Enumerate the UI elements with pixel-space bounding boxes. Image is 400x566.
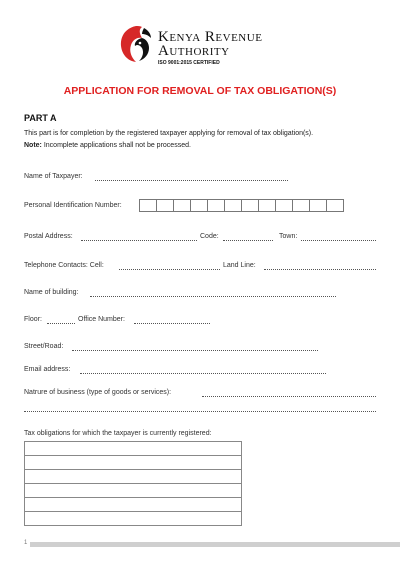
pin-box[interactable] <box>241 199 259 212</box>
office-number-field[interactable] <box>134 323 210 324</box>
part-heading: PART A <box>24 113 57 123</box>
table-cell[interactable] <box>25 470 242 484</box>
building-label: Name of building: <box>24 289 79 296</box>
note-label: Note: <box>24 142 42 149</box>
building-field[interactable] <box>90 296 336 297</box>
table-cell[interactable] <box>25 484 242 498</box>
floor-label: Floor: <box>24 316 42 323</box>
pin-box[interactable] <box>224 199 242 212</box>
postal-address-label: Postal Address: <box>24 233 73 240</box>
org-name-line2: Authority <box>158 43 230 59</box>
street-road-field[interactable] <box>72 350 318 351</box>
business-nature-label: Natrure of business (type of goods or services): <box>24 389 172 396</box>
pin-box[interactable] <box>156 199 174 212</box>
obligations-table <box>24 441 242 526</box>
land-line-field[interactable] <box>264 269 376 270</box>
land-line-label: Land Line: <box>223 262 256 269</box>
pin-box[interactable] <box>258 199 276 212</box>
part-intro: This part is for completion by the registered taxpayer applying for removal of tax obligation(s). <box>24 130 314 137</box>
table-row <box>25 484 242 498</box>
postal-address-field[interactable] <box>81 240 197 241</box>
table-row <box>25 442 242 456</box>
iso-certification: ISO 9001:2015 CERTIFIED <box>158 60 220 66</box>
table-row <box>25 470 242 484</box>
pin-box[interactable] <box>309 199 327 212</box>
pin-box[interactable] <box>139 199 157 212</box>
code-label: Code: <box>200 233 219 240</box>
name-of-taxpayer-field[interactable] <box>95 180 288 181</box>
lion-head-logo-icon <box>118 24 154 64</box>
name-of-taxpayer-label: Name of Taxpayer: <box>24 173 83 180</box>
table-cell[interactable] <box>25 456 242 470</box>
pin-box[interactable] <box>326 199 344 212</box>
table-cell[interactable] <box>25 442 242 456</box>
pin-box[interactable] <box>190 199 208 212</box>
form-title: APPLICATION FOR REMOVAL OF TAX OBLIGATION(S) <box>63 85 337 97</box>
table-row <box>25 512 242 526</box>
pin-label: Personal Identification Number: <box>24 202 122 209</box>
org-name-line1: Kenya Revenue <box>158 29 263 45</box>
business-nature-field[interactable] <box>202 396 376 397</box>
telephone-cell-field[interactable] <box>119 269 220 270</box>
table-cell[interactable] <box>25 498 242 512</box>
street-road-label: Street/Road: <box>24 343 64 350</box>
email-field[interactable] <box>80 373 326 374</box>
town-field[interactable] <box>301 240 376 241</box>
pin-boxes[interactable] <box>140 199 344 212</box>
pin-box[interactable] <box>292 199 310 212</box>
email-label: Email address: <box>24 366 71 373</box>
floor-field[interactable] <box>47 323 75 324</box>
office-number-label: Office Number: <box>78 316 125 323</box>
part-note <box>24 142 191 149</box>
town-label: Town: <box>279 233 298 240</box>
table-row <box>25 456 242 470</box>
page-number: 1 <box>24 540 28 546</box>
pin-box[interactable] <box>173 199 191 212</box>
obligations-table-label: Tax obligations for which the taxpayer is currently registered: <box>24 430 212 437</box>
telephone-cell-label: Telephone Contacts: Cell: <box>24 262 104 269</box>
business-nature-field-line2[interactable] <box>24 411 376 412</box>
pin-box[interactable] <box>275 199 293 212</box>
code-field[interactable] <box>223 240 273 241</box>
footer-bar <box>30 542 400 547</box>
table-row <box>25 498 242 512</box>
note-text: Incomplete applications shall not be processed. <box>41 142 191 149</box>
table-cell[interactable] <box>25 512 242 526</box>
pin-box[interactable] <box>207 199 225 212</box>
